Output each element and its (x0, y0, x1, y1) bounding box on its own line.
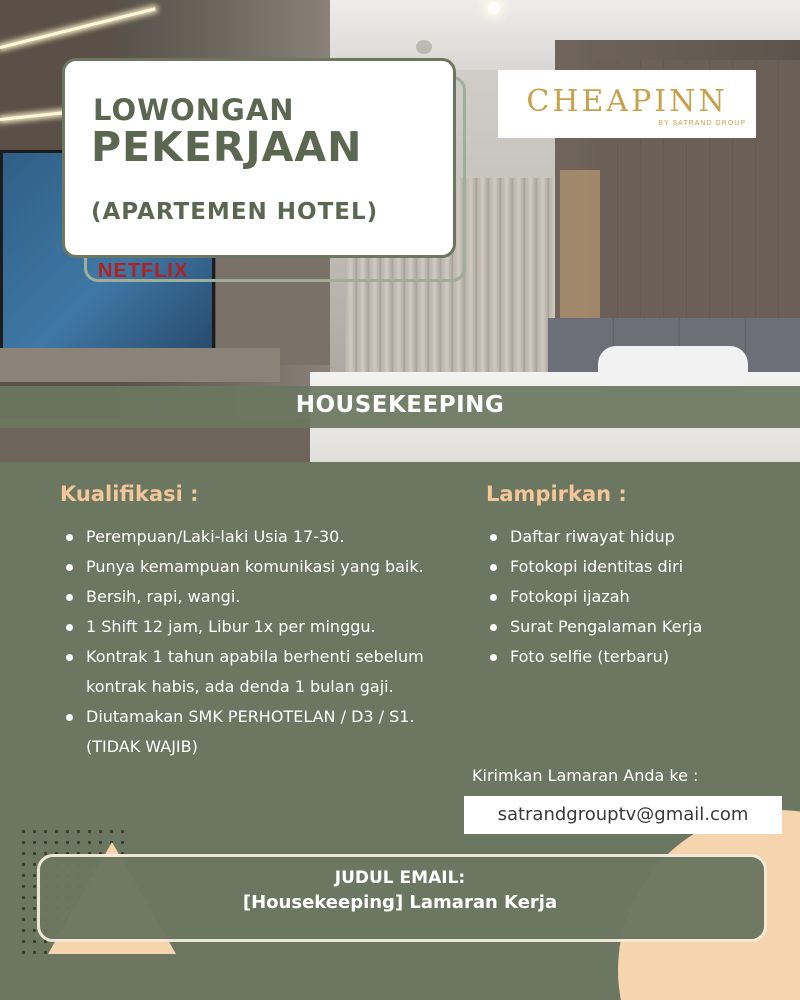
brand-logo (498, 70, 756, 138)
list-item: Fotokopi ijazah (486, 582, 786, 612)
list-item: Fotokopi identitas diri (486, 552, 786, 582)
list-item: Bersih, rapi, wangi. (62, 582, 462, 612)
list-item: Daftar riwayat hidup (486, 522, 786, 552)
send-instruction: Kirimkan Lamaran Anda ke : (472, 766, 699, 785)
ceiling-light (488, 2, 500, 14)
pillow (598, 346, 748, 390)
list-item: Diutamakan SMK PERHOTELAN / D3 / S1. (TIDAK WAJIB) (62, 702, 462, 762)
title-card (62, 58, 456, 258)
attachments-list (486, 522, 786, 672)
list-item: Punya kemampuan komunikasi yang baik. (62, 552, 462, 582)
title-line-3: (APARTEMEN HOTEL) (91, 199, 379, 225)
email-address[interactable]: satrandgrouptv@gmail.com (497, 804, 749, 825)
title-line-2: PEKERJAAN (91, 123, 363, 171)
list-item: Foto selfie (terbaru) (486, 642, 786, 672)
brand-name: CHEAPINN (526, 84, 728, 119)
tv-logo: NETFLIX (98, 260, 189, 282)
email-subject-value: [Housekeeping] Lamaran Kerja (242, 892, 558, 913)
qualifications-heading: Kualifikasi : (60, 482, 199, 506)
email-address-box[interactable] (464, 796, 782, 834)
wall-light (560, 170, 600, 330)
smoke-detector (416, 40, 432, 54)
list-item: Surat Pengalaman Kerja (486, 612, 786, 642)
list-item: Kontrak 1 tahun apabila berhenti sebelum kontrak habis, ada denda 1 bulan gaji. (62, 642, 462, 702)
brand-tagline: BY SATRAND GROUP (658, 120, 746, 127)
list-item: Perempuan/Laki-laki Usia 17-30. (62, 522, 462, 552)
qualifications-list (62, 522, 462, 762)
title-line-1: LOWONGAN (93, 93, 295, 127)
tv-console (0, 348, 280, 382)
list-item: 1 Shift 12 jam, Libur 1x per minggu. (62, 612, 462, 642)
attachments-heading: Lampirkan : (486, 482, 627, 506)
email-subject-label: JUDUL EMAIL: (334, 868, 466, 888)
position-title: HOUSEKEEPING (295, 392, 505, 418)
